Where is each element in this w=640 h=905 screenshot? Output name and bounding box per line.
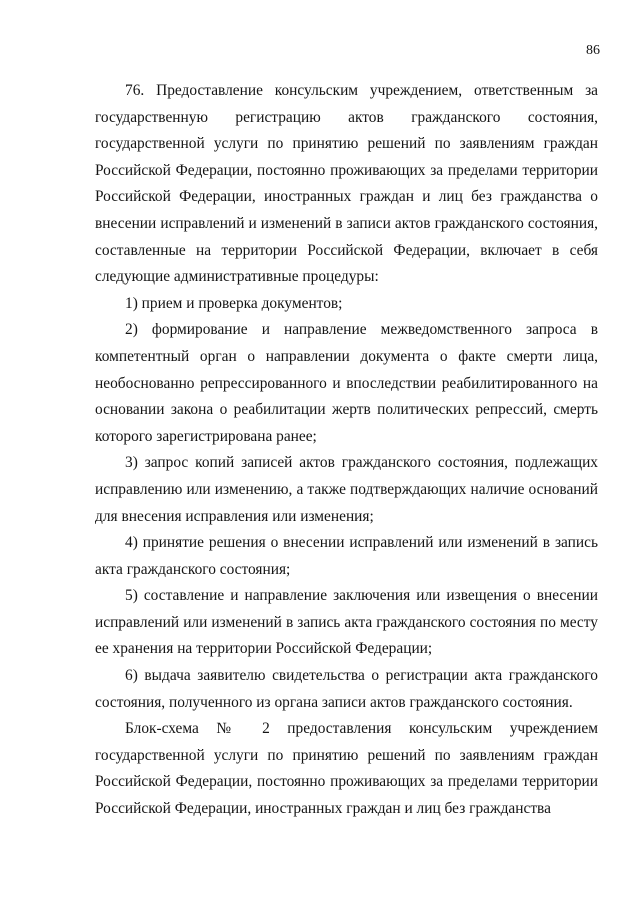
procedure-item-4: 4) принятие решения о внесении исправлений или изменений в запись акта гражданского состояния; [95,534,598,578]
page-number: 86 [586,43,600,58]
procedure-item-6: 6) выдача заявителю свидетельства о регистрации акта гражданского состояния, полученного из органа записи актов гражданского состояния. [95,667,598,711]
procedure-item-3: 3) запрос копий записей актов гражданского состояния, подлежащих исправлению или изменению, а также подтверждающих наличие оснований для внесения исправления или изменения; [95,454,598,525]
procedure-item-5: 5) составление и направление заключения или извещения о внесении исправлений или изменений в запись акта гражданского состояния по месту ее хранения на территории Российской Федерации; [95,587,598,658]
flowchart-heading-paragraph: Блок-схема № 2 предоставления консульским учреждением государственной услуги по принятию решений по заявлениям граждан Российской Федерации, постоянно проживающих за пределами территории Российской Федерации, иностранных граждан и лиц без гражданства [95,720,598,818]
paragraph-76-intro: 76. Предоставление консульским учреждением, ответственным за государственную регистрацию актов гражданского состояния, государственной услуги по принятию решений по заявлениям граждан Российской Федерации, постоянно проживающих за пределами территории Российской Федерации, иностранных граждан и лиц без гражданства о внесении исправлений и изменений в записи актов гражданского состояния, составленные на территории Российской Федерации, включает в себя следующие административные процедуры: [95,82,598,286]
procedure-item-2: 2) формирование и направление межведомственного запроса в компетентный орган о направлении документа о факте смерти лица, необоснованно репрессированного и впоследствии реабилитированного на основании закона о реабилитации жертв политических репрессий, смерть которого зарегистрирована ранее; [95,321,598,445]
procedure-item-1: 1) прием и проверка документов; [125,294,343,312]
document-body [95,78,598,823]
